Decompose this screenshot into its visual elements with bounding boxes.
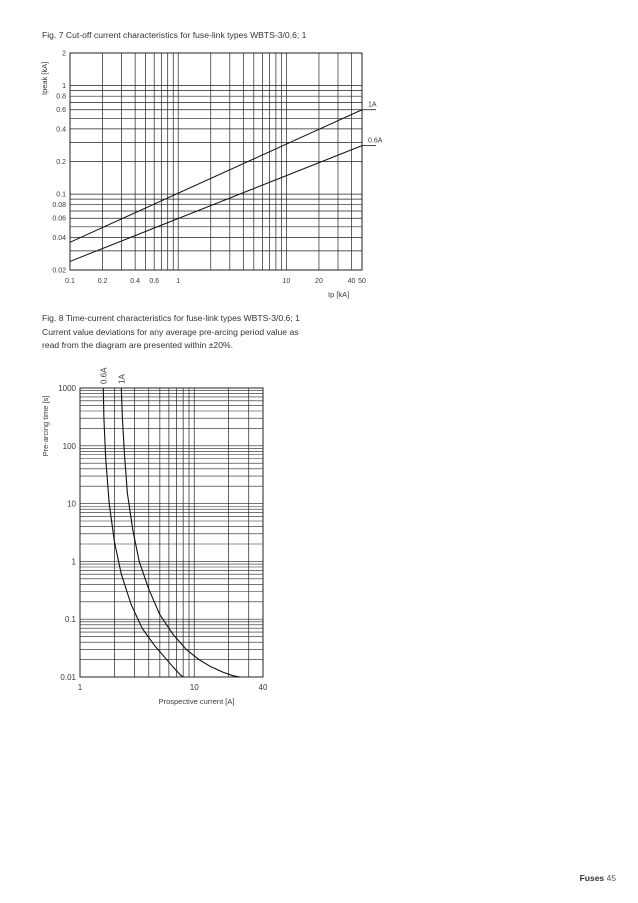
x-tick-label: 40 [258, 683, 268, 692]
y-tick-label: 0.8 [56, 93, 66, 101]
y-tick-label: 0.02 [52, 267, 66, 275]
x-axis-label: Prospective current [A] [158, 697, 235, 706]
fig8-caption-line-1: Fig. 8 Time-current characteristics for fuse-link types WBTS-3/0.6; 1 [42, 313, 300, 323]
series-label: 1A [117, 374, 127, 384]
y-tick-label: 100 [62, 441, 76, 451]
series-label: 0.6A [368, 137, 383, 145]
x-tick-label: 40 [347, 278, 356, 285]
page-footer [580, 873, 616, 883]
y-tick-label: 2 [62, 50, 66, 58]
x-tick-label: 20 [315, 278, 323, 285]
y-tick-label: 1 [71, 557, 76, 567]
y-tick-label: 0.1 [56, 191, 66, 199]
y-tick-label: 1 [62, 83, 66, 91]
y-tick-label: 0.4 [56, 126, 66, 134]
y-tick-label: 0.1 [64, 615, 76, 625]
y-tick-label: 1000 [58, 384, 76, 393]
x-tick-label: 0.4 [130, 278, 141, 285]
series-label: 1A [368, 101, 377, 109]
series-label: 0.6A [99, 367, 109, 384]
plot-frame [80, 388, 263, 677]
x-tick-label: 10 [282, 278, 291, 285]
x-tick-label: 50 [358, 278, 366, 285]
fig8-caption-line-2: Current value deviations for any average pre-arcing period value as [42, 326, 299, 337]
fig7-caption: Fig. 7 Cut-off current characteristics for fuse-link types WBTS-3/0.6; 1 [42, 30, 307, 40]
x-tick-label: 0.1 [65, 278, 75, 285]
y-tick-label: 0.04 [52, 234, 66, 242]
y-tick-label: 0.08 [52, 202, 66, 210]
y-axis-label: Ipeak [kA] [40, 61, 49, 95]
footer-page-number: 45 [606, 873, 616, 883]
y-tick-label: 0.01 [60, 673, 76, 682]
y-tick-label: 10 [67, 499, 76, 509]
x-tick-label: 10 [189, 683, 199, 692]
y-tick-label: 0.2 [56, 159, 66, 166]
series-curve [121, 388, 239, 677]
x-tick-label: 1 [77, 683, 83, 692]
x-tick-label: 0.2 [97, 278, 108, 285]
y-tick-label: 0.06 [52, 215, 66, 223]
x-tick-label: 1 [176, 278, 181, 285]
x-tick-label: 0.6 [149, 278, 160, 285]
series-curve [103, 388, 183, 677]
x-axis-label: Ip [kA] [328, 290, 350, 299]
fig8-caption-line-3: read from the diagram are presented within ±20%. [42, 340, 234, 350]
y-tick-label: 0.6 [56, 107, 66, 115]
y-axis-label: Pre-arcing time [s] [41, 395, 50, 457]
footer-section: Fuses [579, 873, 605, 883]
